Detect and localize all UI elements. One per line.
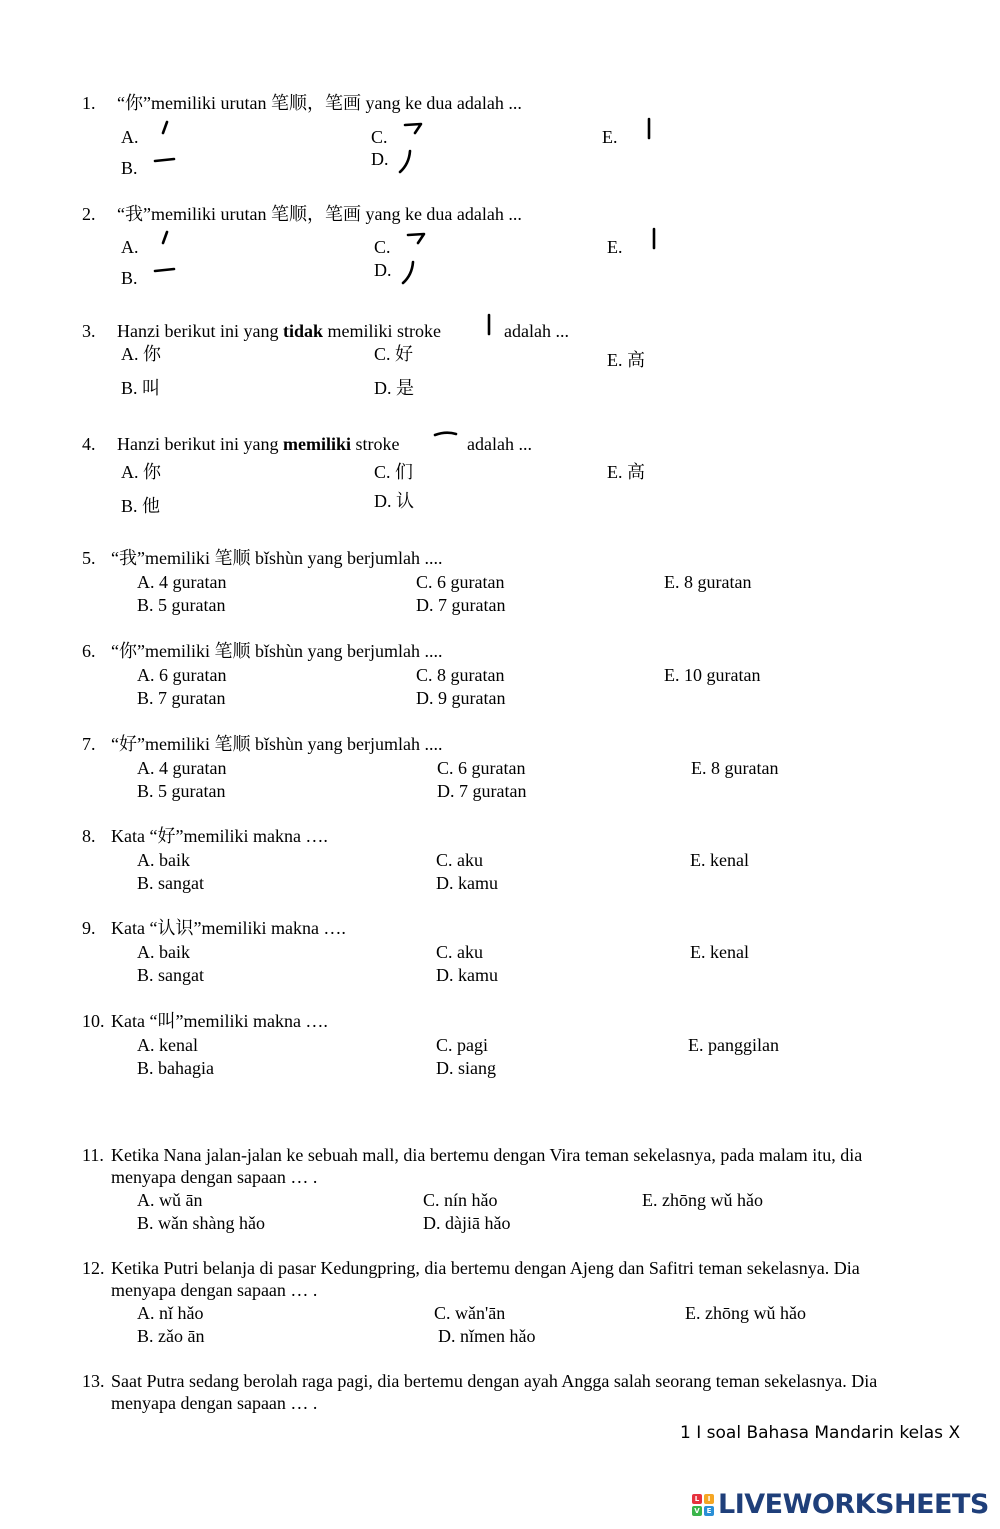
stroke-dot-icon (158, 230, 174, 250)
q5-option-e[interactable]: E. 8 guratan (664, 572, 752, 592)
stroke-turn-icon (404, 231, 430, 249)
logo-letter-i: I (704, 1494, 714, 1504)
q9-number: 9. (82, 918, 96, 938)
stroke-left-falling-icon (399, 259, 421, 287)
q2-option-a[interactable]: A. (121, 237, 139, 257)
q9-option-c[interactable]: C. aku (436, 942, 483, 962)
q9-option-d[interactable]: D. kamu (436, 965, 498, 985)
q11-option-d[interactable]: D. dàjiā hǎo (423, 1213, 511, 1233)
q3-option-c[interactable]: C. 好 (374, 344, 414, 364)
q5-option-c[interactable]: C. 6 guratan (416, 572, 505, 592)
q1-option-e[interactable]: E. (602, 127, 618, 147)
q13-text-line1: Saat Putra sedang berolah raga pagi, dia bertemu dengan ayah Angga salah seorang teman sekelasnya. Dia (111, 1371, 878, 1391)
q12-text-line1: Ketika Putri belanja di pasar Kedungpring, dia bertemu dengan Ajeng dan Safitri teman sekelasnya. Dia (111, 1258, 860, 1278)
q4-option-b[interactable]: B. 他 (121, 496, 161, 516)
q13-text-line2: menyapa dengan sapaan … . (111, 1393, 318, 1413)
q4-text-pre: Hanzi berikut ini yang (117, 434, 283, 454)
logo-letter-l: L (692, 1494, 702, 1504)
q5-option-d[interactable]: D. 7 guratan (416, 595, 506, 615)
q10-option-c[interactable]: C. pagi (436, 1035, 488, 1055)
q6-option-b[interactable]: B. 7 guratan (137, 688, 226, 708)
q8-option-e[interactable]: E. kenal (690, 850, 749, 870)
q1-text: “你”memiliki urutan 笔顺，笔画 yang ke dua adalah ... (117, 93, 522, 113)
q3-text-post: adalah ... (504, 321, 569, 341)
q4-text-mid: stroke (350, 434, 400, 454)
q12-text-line2: menyapa dengan sapaan … . (111, 1280, 318, 1300)
q11-number: 11. (82, 1145, 104, 1165)
logo-letter-e: E (704, 1506, 714, 1516)
q1-option-c[interactable]: C. (371, 127, 388, 147)
q7-option-d[interactable]: D. 7 guratan (437, 781, 527, 801)
q9-text: Kata “认识”memiliki makna …. (111, 918, 346, 938)
q12-option-e[interactable]: E. zhōng wǔ hǎo (685, 1303, 806, 1323)
q12-number: 12. (82, 1258, 105, 1278)
q7-text: “好”memiliki 笔顺 bǐshùn yang berjumlah .... (111, 734, 443, 754)
q3-option-a[interactable]: A. 你 (121, 344, 161, 364)
q1-number: 1. (82, 93, 96, 113)
q11-text-line1: Ketika Nana jalan-jalan ke sebuah mall, dia bertemu dengan Vira teman sekelasnya, pada malam itu, dia (111, 1145, 863, 1165)
brand-name: LIVEWORKSHEETS (718, 1489, 989, 1520)
q4-text-bold: memiliki (282, 434, 351, 454)
q7-number: 7. (82, 734, 96, 754)
q10-option-a[interactable]: A. kenal (137, 1035, 198, 1055)
q10-option-d[interactable]: D. siang (436, 1058, 496, 1078)
q11-option-a[interactable]: A. wǔ ān (137, 1190, 203, 1210)
stroke-turn-icon (401, 121, 427, 139)
q1-option-d[interactable]: D. (371, 149, 389, 169)
q8-option-a[interactable]: A. baik (137, 850, 190, 870)
q9-option-b[interactable]: B. sangat (137, 965, 204, 985)
stroke-dot-icon (158, 120, 174, 140)
q4-option-a[interactable]: A. 你 (121, 462, 161, 482)
q6-option-d[interactable]: D. 9 guratan (416, 688, 506, 708)
q8-number: 8. (82, 826, 96, 846)
q10-option-e[interactable]: E. panggilan (688, 1035, 779, 1055)
stroke-left-falling-icon (396, 148, 418, 176)
q10-text: Kata “叫”memiliki makna …. (111, 1011, 328, 1031)
q4-option-c[interactable]: C. 们 (374, 462, 414, 482)
q4-number: 4. (82, 434, 96, 454)
stroke-vertical-icon (642, 116, 656, 142)
q3-text-pre: Hanzi berikut ini yang (117, 321, 283, 341)
q2-option-c[interactable]: C. (374, 237, 391, 257)
q11-option-b[interactable]: B. wǎn shàng hǎo (137, 1213, 265, 1233)
q3-option-d[interactable]: D. 是 (374, 378, 414, 398)
q10-number: 10. (82, 1011, 105, 1031)
q5-number: 5. (82, 548, 96, 568)
q1-option-b[interactable]: B. (121, 158, 138, 178)
q2-option-d[interactable]: D. (374, 260, 392, 280)
q3-number: 3. (82, 321, 96, 341)
q4-text-post: adalah ... (467, 434, 532, 454)
q6-option-e[interactable]: E. 10 guratan (664, 665, 761, 685)
page-footer: 1 I soal Bahasa Mandarin kelas X (680, 1423, 961, 1443)
q9-option-a[interactable]: A. baik (137, 942, 190, 962)
q5-option-b[interactable]: B. 5 guratan (137, 595, 226, 615)
q3-option-b[interactable]: B. 叫 (121, 378, 161, 398)
q8-option-b[interactable]: B. sangat (137, 873, 204, 893)
q12-option-a[interactable]: A. nǐ hǎo (137, 1303, 204, 1323)
q10-option-b[interactable]: B. bahagia (137, 1058, 214, 1078)
logo-letter-v: V (692, 1506, 702, 1516)
liveworksheets-logo-icon (692, 1494, 714, 1516)
stroke-vertical-icon (647, 226, 661, 252)
stroke-horizontal-icon (432, 428, 460, 442)
q8-option-c[interactable]: C. aku (436, 850, 483, 870)
q6-option-a[interactable]: A. 6 guratan (137, 665, 227, 685)
q1-option-a[interactable]: A. (121, 127, 139, 147)
q6-option-c[interactable]: C. 8 guratan (416, 665, 505, 685)
q11-text-line2: menyapa dengan sapaan … . (111, 1167, 318, 1187)
q8-text: Kata “好”memiliki makna …. (111, 826, 328, 846)
q12-option-b[interactable]: B. zǎo ān (137, 1326, 205, 1346)
q11-option-c[interactable]: C. nín hǎo (423, 1190, 498, 1210)
q7-option-e[interactable]: E. 8 guratan (691, 758, 779, 778)
q8-option-d[interactable]: D. kamu (436, 873, 498, 893)
q3-option-e[interactable]: E. 高 (607, 350, 645, 370)
q13-number: 13. (82, 1371, 105, 1391)
q5-text: “我”memiliki 笔顺 bǐshùn yang berjumlah .... (111, 548, 443, 568)
stroke-horizontal-icon (152, 154, 178, 168)
stroke-vertical-icon (482, 312, 496, 338)
q2-option-e[interactable]: E. (607, 237, 623, 257)
q9-option-e[interactable]: E. kenal (690, 942, 749, 962)
q3-text-bold: tidak (282, 321, 323, 341)
q2-number: 2. (82, 204, 96, 224)
q11-option-e[interactable]: E. zhōng wǔ hǎo (642, 1190, 763, 1210)
stroke-horizontal-icon (152, 264, 178, 278)
q7-option-b[interactable]: B. 5 guratan (137, 781, 226, 801)
q4-text (117, 433, 399, 455)
q4-option-d[interactable]: D. 认 (374, 491, 414, 511)
q7-option-a[interactable]: A. 4 guratan (137, 758, 227, 778)
q6-text: “你”memiliki 笔顺 bǐshùn yang berjumlah .... (111, 641, 443, 661)
q3-text (117, 320, 441, 342)
q3-text-mid: memiliki stroke (323, 321, 441, 341)
q2-option-b[interactable]: B. (121, 268, 138, 288)
q12-option-c[interactable]: C. wǎn'ān (434, 1303, 506, 1323)
q12-option-d[interactable]: D. nǐmen hǎo (438, 1326, 536, 1346)
q4-option-e[interactable]: E. 高 (607, 462, 645, 482)
q2-text: “我”memiliki urutan 笔顺，笔画 yang ke dua adalah ... (117, 204, 522, 224)
q6-number: 6. (82, 641, 96, 661)
q5-option-a[interactable]: A. 4 guratan (137, 572, 227, 592)
q7-option-c[interactable]: C. 6 guratan (437, 758, 526, 778)
